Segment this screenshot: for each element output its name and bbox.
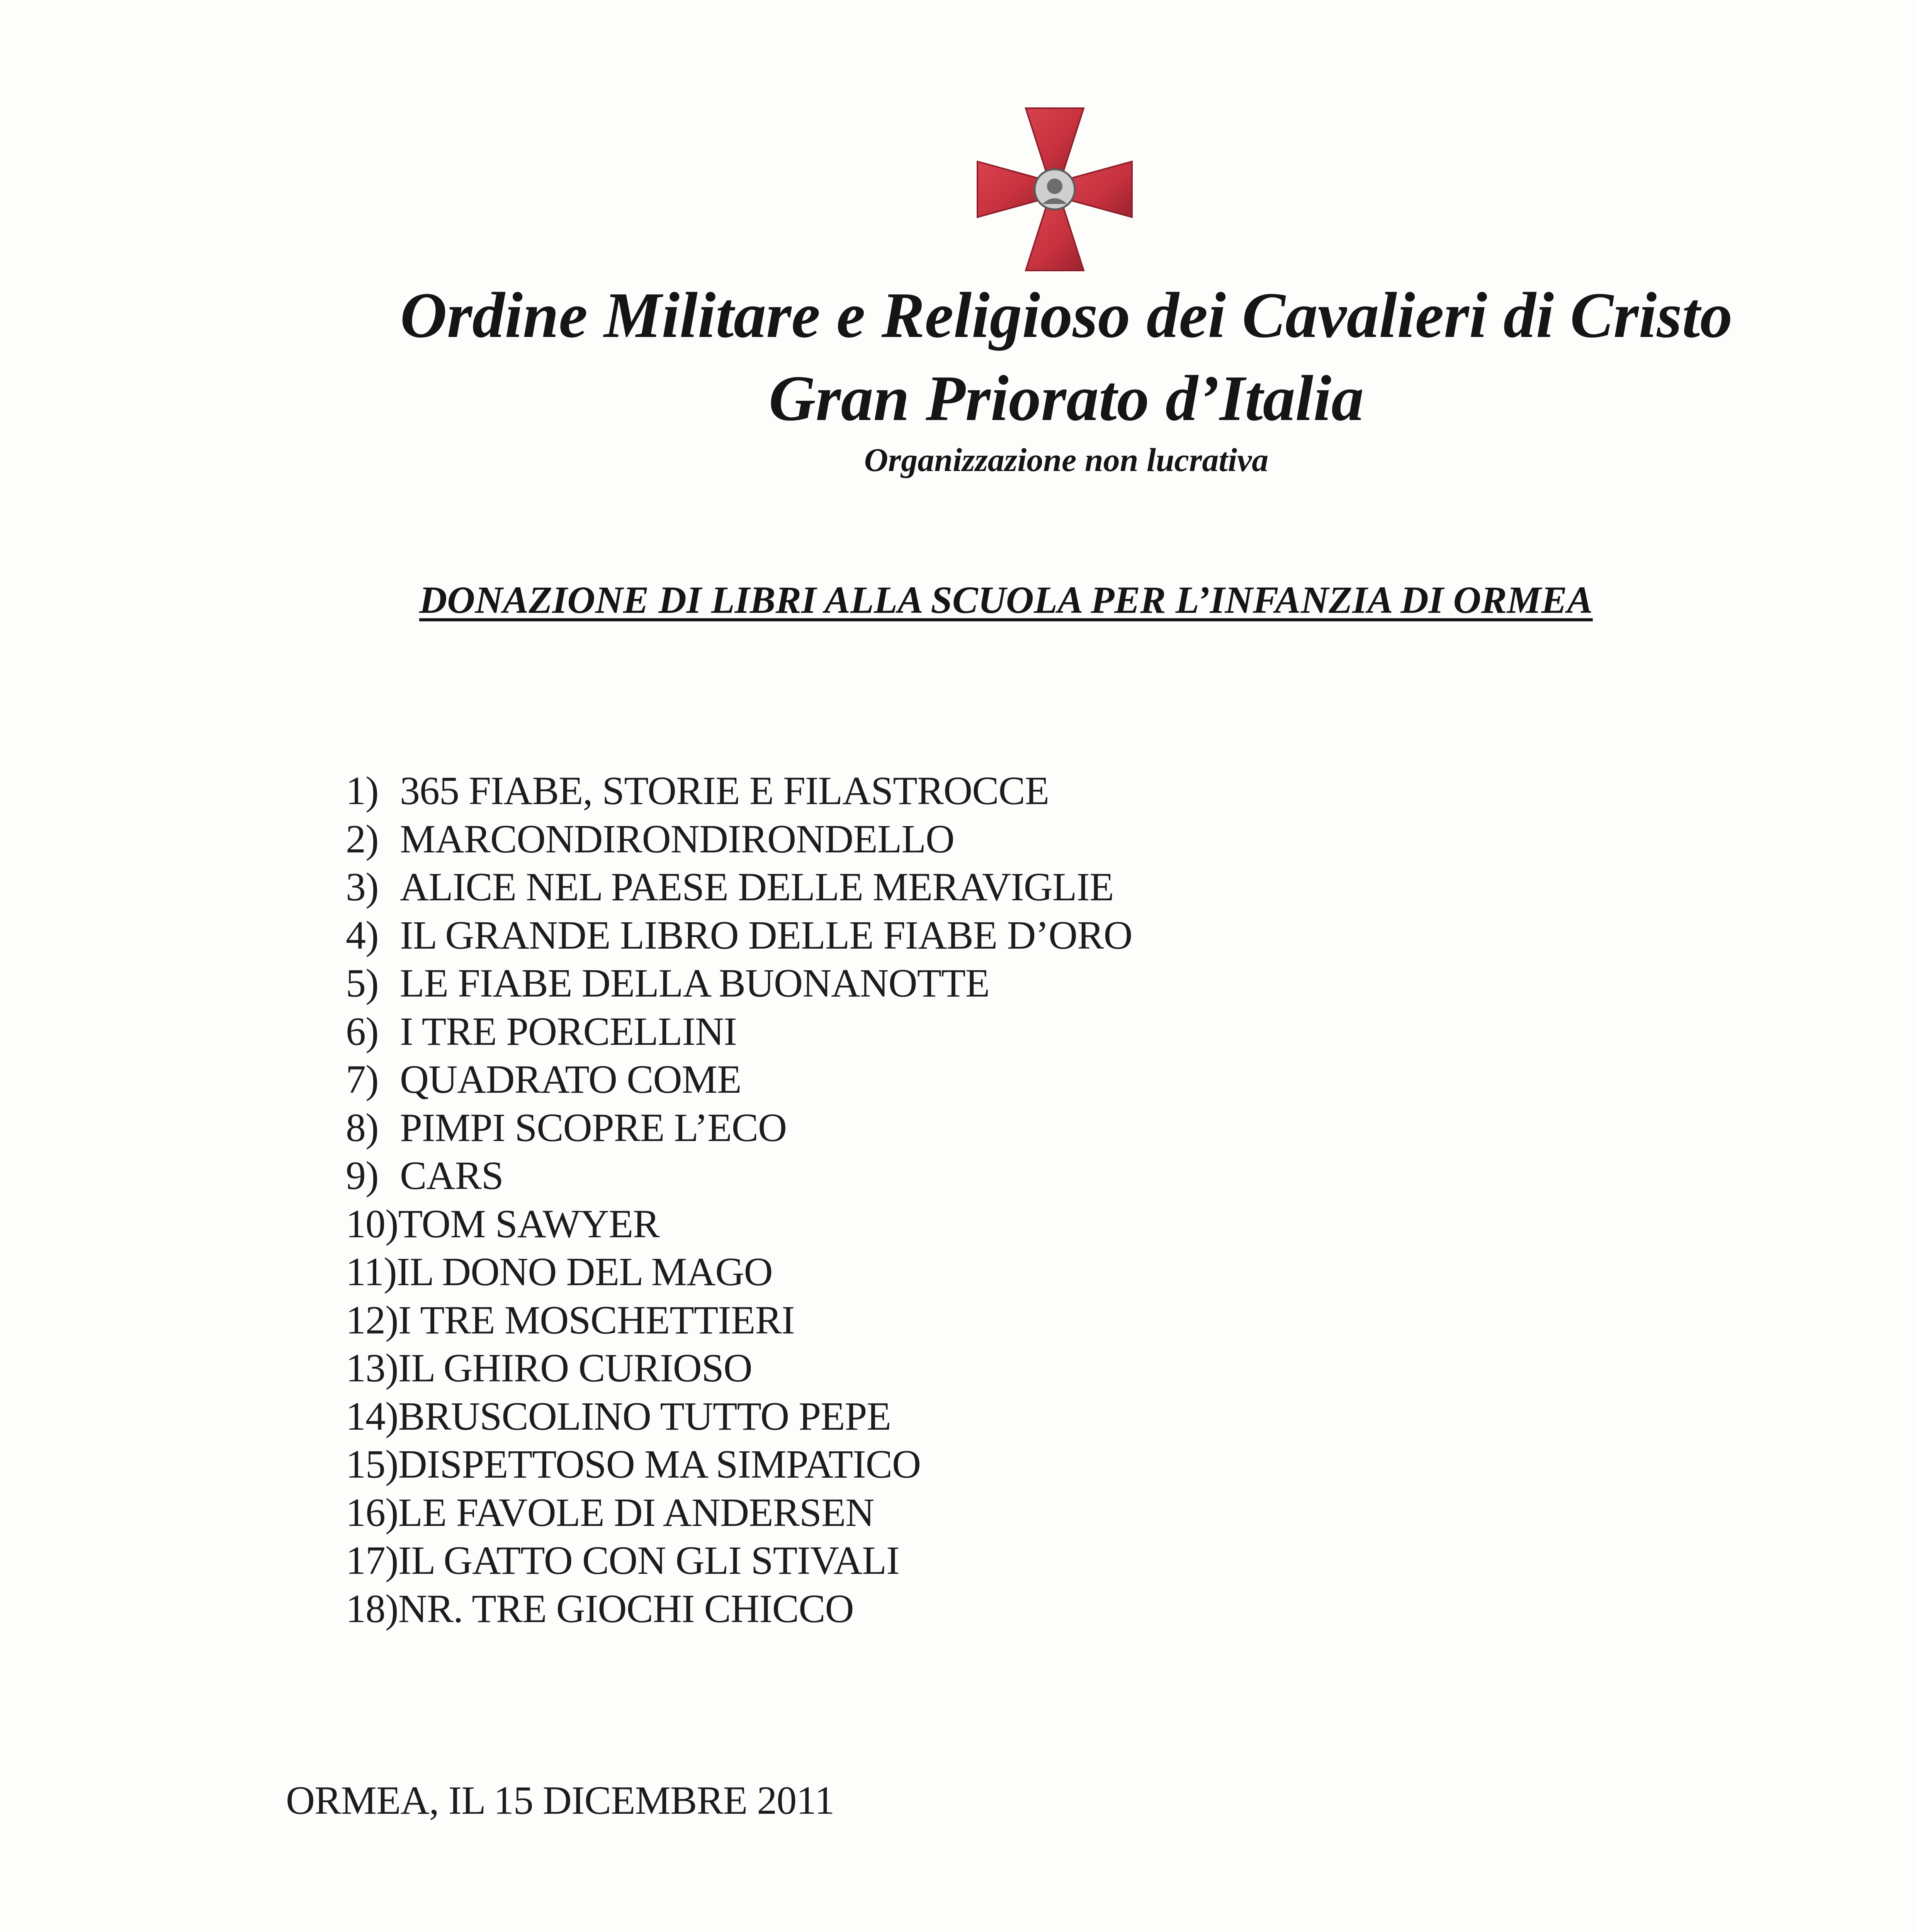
book-number: 16) xyxy=(346,1490,398,1535)
book-number: 11) xyxy=(346,1250,397,1294)
book-number: 14) xyxy=(346,1394,398,1439)
book-number: 17) xyxy=(346,1538,398,1583)
book-title: IL GRANDE LIBRO DELLE FIABE D’ORO xyxy=(400,913,1132,957)
book-title: IL GHIRO CURIOSO xyxy=(398,1346,752,1390)
book-number: 10) xyxy=(346,1201,398,1246)
book-title: BRUSCOLINO TUTTO PEPE xyxy=(398,1394,891,1439)
book-list-item xyxy=(346,1489,1132,1537)
book-title: PIMPI SCOPRE L’ECO xyxy=(400,1105,787,1150)
book-title: LE FAVOLE DI ANDERSEN xyxy=(398,1490,874,1535)
book-number: 5) xyxy=(346,961,379,1005)
book-list-item xyxy=(346,863,1132,912)
book-list-item xyxy=(346,1440,1132,1489)
book-number: 7) xyxy=(346,1057,379,1102)
book-list-item xyxy=(346,912,1132,960)
book-list xyxy=(346,767,1132,1633)
book-number: 15) xyxy=(346,1442,398,1486)
document-heading: DONAZIONE DI LIBRI ALLA SCUOLA PER L’INFANZIA DI ORMEA xyxy=(419,578,1593,621)
book-list-item xyxy=(346,1537,1132,1585)
book-title: 365 FIABE, STORIE E FILASTROCCE xyxy=(400,769,1049,813)
book-number: 3) xyxy=(346,865,379,909)
book-number: 13) xyxy=(346,1346,398,1390)
book-number: 9) xyxy=(346,1153,379,1198)
book-title: DISPETTOSO MA SIMPATICO xyxy=(398,1442,921,1486)
book-title: CARS xyxy=(400,1153,503,1198)
book-list-item xyxy=(346,1296,1132,1345)
book-list-item xyxy=(346,1344,1132,1393)
place-and-date: ORMEA, IL 15 DICEMBRE 2011 xyxy=(286,1778,834,1823)
book-number: 2) xyxy=(346,816,379,861)
book-list-item xyxy=(346,1585,1132,1633)
book-list-item xyxy=(346,1393,1132,1441)
book-title: I TRE MOSCHETTIERI xyxy=(398,1298,795,1342)
book-number: 6) xyxy=(346,1009,379,1054)
book-title: IL GATTO CON GLI STIVALI xyxy=(398,1538,899,1583)
book-number: 8) xyxy=(346,1105,379,1150)
book-number: 1) xyxy=(346,769,379,813)
book-number: 18) xyxy=(346,1586,398,1631)
book-title: I TRE PORCELLINI xyxy=(400,1009,737,1054)
book-list-item xyxy=(346,1104,1132,1152)
book-list-item xyxy=(346,1008,1132,1056)
book-title: TOM SAWYER xyxy=(398,1201,659,1246)
book-title: QUADRATO COME xyxy=(400,1057,741,1102)
book-list-item xyxy=(346,1152,1132,1200)
book-title: NR. TRE GIOCHI CHICCO xyxy=(398,1586,854,1631)
book-number: 12) xyxy=(346,1298,398,1342)
organization-type: Organizzazione non lucrativa xyxy=(864,441,1269,478)
book-title: LE FIABE DELLA BUONANOTTE xyxy=(400,961,990,1005)
book-number: 4) xyxy=(346,913,379,957)
book-title: IL DONO DEL MAGO xyxy=(396,1250,773,1294)
book-list-item xyxy=(346,815,1132,864)
book-title: MARCONDIRONDIRONDELLO xyxy=(400,816,954,861)
priory-name: Gran Priorato d’Italia xyxy=(768,362,1364,434)
book-list-item xyxy=(346,1200,1132,1248)
red-cross-patee-icon xyxy=(974,104,1136,274)
book-title: ALICE NEL PAESE DELLE MERAVIGLIE xyxy=(400,865,1114,909)
book-list-item xyxy=(346,1248,1132,1296)
book-list-item xyxy=(346,959,1132,1008)
book-list-item xyxy=(346,767,1132,815)
book-list-item xyxy=(346,1056,1132,1104)
organization-name: Ordine Militare e Religioso dei Cavalieri di Cristo xyxy=(400,279,1733,351)
